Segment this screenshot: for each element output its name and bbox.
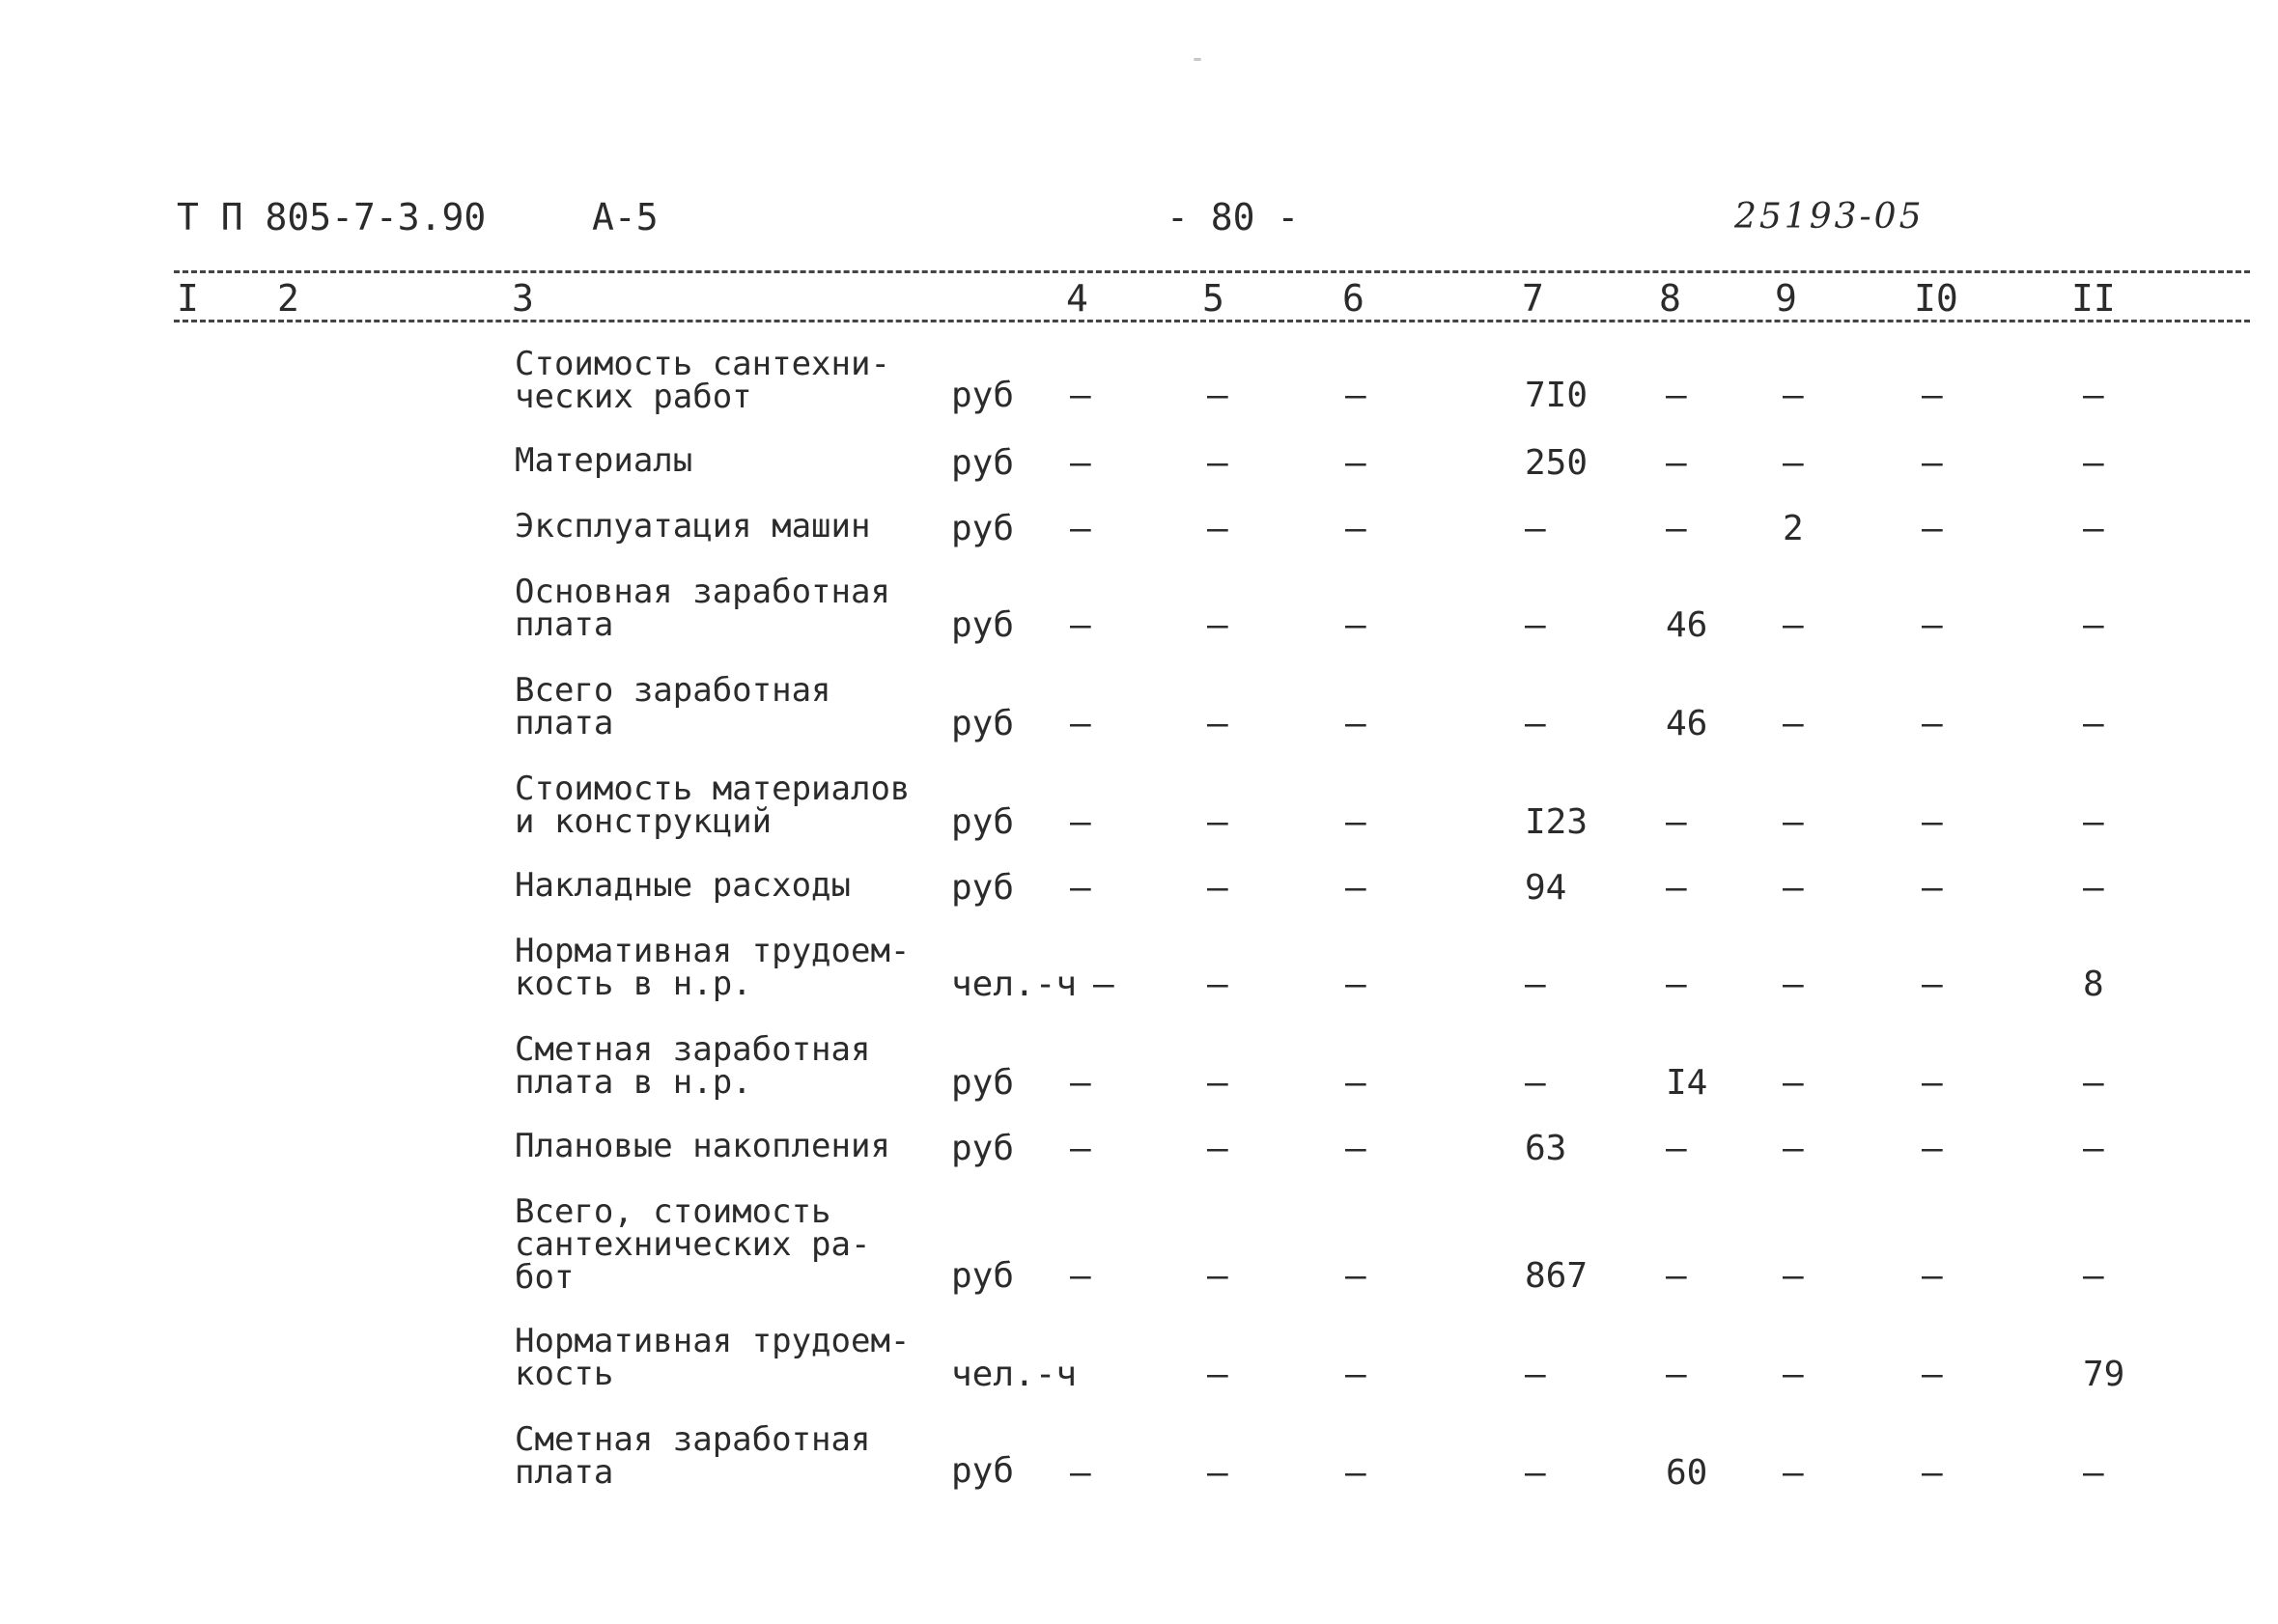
cell-col-4: –: [1070, 1063, 1091, 1103]
cell-col-11: –: [2083, 376, 2104, 415]
cell-col-9: –: [1783, 1355, 1804, 1394]
cell-col-7: –: [1525, 605, 1546, 645]
cell-col-4: –: [1070, 1256, 1091, 1296]
cell-col-5: –: [1207, 1129, 1228, 1168]
cell-col-11: –: [2083, 802, 2104, 842]
cell-col-5: –: [1207, 1355, 1228, 1394]
cell-col-5: –: [1207, 1453, 1228, 1493]
cell-col-10: –: [1922, 965, 1943, 1004]
row-unit: чел.-ч: [951, 965, 1078, 1004]
cell-col-11: –: [2083, 1063, 2104, 1103]
cell-col-5: –: [1207, 1063, 1228, 1103]
cell-col-7: 250: [1525, 443, 1589, 483]
cell-col-9: –: [1783, 802, 1804, 842]
cell-col-10: –: [1922, 704, 1943, 743]
cell-col-9: –: [1783, 704, 1804, 743]
column-number: 2: [277, 277, 299, 320]
cell-col-11: –: [2083, 704, 2104, 743]
cell-col-5: –: [1207, 509, 1228, 548]
cell-col-7: I23: [1525, 802, 1589, 842]
cell-col-7: –: [1525, 704, 1546, 743]
cell-col-5: –: [1207, 443, 1228, 483]
column-number: 7: [1522, 277, 1544, 320]
cell-col-9: –: [1783, 1129, 1804, 1168]
cell-col-4: –: [1070, 509, 1091, 548]
cell-col-8: I4: [1666, 1063, 1708, 1103]
cell-col-9: –: [1783, 376, 1804, 415]
cell-col-6: –: [1345, 802, 1366, 842]
cell-col-4: –: [1070, 868, 1091, 908]
cell-col-8: 46: [1666, 605, 1708, 645]
cell-col-8: –: [1666, 965, 1687, 1004]
row-label: Материалы: [515, 441, 693, 480]
cell-col-9: –: [1783, 443, 1804, 483]
cell-col-6: –: [1345, 1129, 1366, 1168]
row-unit: руб: [951, 509, 1015, 548]
cell-col-7: 867: [1525, 1256, 1589, 1296]
cell-col-4: –: [1070, 1453, 1091, 1493]
row-label: Стоимость материалов и конструкций: [515, 770, 911, 841]
header-dashed-rule-top: [174, 270, 2250, 273]
cell-col-5: –: [1207, 376, 1228, 415]
cell-col-9: –: [1783, 605, 1804, 645]
cell-col-11: –: [2083, 1256, 2104, 1296]
column-number: 5: [1202, 277, 1224, 320]
cell-col-6: –: [1345, 1355, 1366, 1394]
column-number: 9: [1775, 277, 1797, 320]
cell-col-10: –: [1922, 443, 1943, 483]
cell-col-11: –: [2083, 443, 2104, 483]
sheet-number: А-5: [592, 196, 659, 238]
row-label: Плановые накопления: [515, 1127, 890, 1165]
row-unit: руб: [951, 1063, 1015, 1103]
row-unit: чел.-ч: [951, 1355, 1078, 1394]
row-unit: руб: [951, 802, 1015, 842]
cell-col-7: –: [1525, 1355, 1546, 1394]
cell-col-11: –: [2083, 509, 2104, 548]
row-label: Всего, стоимость сантехнических ра- бот: [515, 1192, 871, 1297]
cell-col-6: –: [1345, 1256, 1366, 1296]
cell-col-9: –: [1783, 1256, 1804, 1296]
cell-col-4: –: [1070, 704, 1091, 743]
cell-col-9: 2: [1783, 509, 1804, 548]
row-unit: руб: [951, 704, 1015, 743]
cell-col-8: –: [1666, 868, 1687, 908]
cell-col-6: –: [1345, 868, 1366, 908]
cell-col-8: 46: [1666, 704, 1708, 743]
cell-col-7: 94: [1525, 868, 1567, 908]
cell-col-8: –: [1666, 1256, 1687, 1296]
cell-col-8: –: [1666, 802, 1687, 842]
cell-col-4: –: [1070, 376, 1091, 415]
cell-col-8: –: [1666, 376, 1687, 415]
cell-col-10: –: [1922, 509, 1943, 548]
cell-col-5: –: [1207, 868, 1228, 908]
cell-col-8: –: [1666, 443, 1687, 483]
cell-col-7: 63: [1525, 1129, 1567, 1168]
cell-col-10: –: [1922, 802, 1943, 842]
cell-col-11: 79: [2083, 1355, 2125, 1394]
cell-col-5: –: [1207, 605, 1228, 645]
cell-col-11: –: [2083, 1129, 2104, 1168]
cell-col-7: –: [1525, 1063, 1546, 1103]
cell-col-9: –: [1783, 1453, 1804, 1493]
cell-col-8: –: [1666, 509, 1687, 548]
cell-col-4: –: [1093, 965, 1114, 1004]
cell-col-10: –: [1922, 868, 1943, 908]
row-label: Нормативная трудоем- кость в н.р.: [515, 932, 911, 1003]
row-unit: руб: [951, 1256, 1015, 1296]
cell-col-7: 7I0: [1525, 376, 1589, 415]
page-number: - 80 -: [1167, 196, 1300, 238]
row-label: Основная заработная плата: [515, 573, 890, 644]
cell-col-4: –: [1070, 1129, 1091, 1168]
row-unit: руб: [951, 376, 1015, 415]
column-number: 4: [1066, 277, 1088, 320]
cell-col-9: –: [1783, 1063, 1804, 1103]
column-number: I0: [1914, 277, 1958, 320]
cell-col-10: –: [1922, 605, 1943, 645]
cell-col-11: 8: [2083, 965, 2104, 1004]
cell-col-11: –: [2083, 868, 2104, 908]
column-number: 8: [1659, 277, 1681, 320]
cell-col-4: –: [1070, 443, 1091, 483]
cell-col-5: –: [1207, 1256, 1228, 1296]
cell-col-5: –: [1207, 704, 1228, 743]
cell-col-6: –: [1345, 605, 1366, 645]
row-label: Сметная заработная плата в н.р.: [515, 1030, 871, 1102]
row-unit: руб: [951, 1129, 1015, 1168]
cell-col-6: –: [1345, 376, 1366, 415]
column-number: II: [2071, 277, 2116, 320]
row-label: Стоимость сантехни- ческих работ: [515, 345, 890, 416]
row-label: Эксплуатация машин: [515, 507, 871, 546]
cell-col-9: –: [1783, 868, 1804, 908]
row-unit: руб: [951, 605, 1015, 645]
cell-col-6: –: [1345, 1453, 1366, 1493]
cell-col-6: –: [1345, 443, 1366, 483]
cell-col-11: –: [2083, 1453, 2104, 1493]
column-number: 3: [512, 277, 534, 320]
column-number-row: [0, 276, 2278, 321]
cell-col-4: –: [1070, 802, 1091, 842]
cell-col-8: 60: [1666, 1453, 1708, 1493]
row-unit: руб: [951, 1451, 1015, 1491]
cell-col-6: –: [1345, 965, 1366, 1004]
cell-col-7: –: [1525, 509, 1546, 548]
cell-col-6: –: [1345, 509, 1366, 548]
cell-col-10: –: [1922, 1063, 1943, 1103]
cell-col-5: –: [1207, 802, 1228, 842]
cell-col-10: –: [1922, 1256, 1943, 1296]
cell-col-10: –: [1922, 1355, 1943, 1394]
cell-col-8: –: [1666, 1129, 1687, 1168]
cell-col-6: –: [1345, 1063, 1366, 1103]
scan-speck: [1194, 58, 1201, 61]
column-number: I: [177, 277, 199, 320]
row-label: Нормативная трудоем- кость: [515, 1322, 911, 1393]
row-label: Накладные расходы: [515, 866, 851, 905]
row-label: Сметная заработная плата: [515, 1420, 871, 1492]
row-label: Всего заработная плата: [515, 671, 831, 742]
header-dashed-rule-bottom: [174, 320, 2250, 322]
document-code: Т П 805-7-3.90: [177, 196, 487, 238]
cell-col-8: –: [1666, 1355, 1687, 1394]
row-unit: руб: [951, 443, 1015, 483]
cell-col-10: –: [1922, 376, 1943, 415]
cell-col-7: –: [1525, 965, 1546, 1004]
cell-col-7: –: [1525, 1453, 1546, 1493]
cell-col-10: –: [1922, 1129, 1943, 1168]
cell-col-4: –: [1070, 605, 1091, 645]
handwritten-stamp: 25193-05: [1734, 197, 1925, 237]
cell-col-5: –: [1207, 965, 1228, 1004]
column-number: 6: [1342, 277, 1364, 320]
cell-col-11: –: [2083, 605, 2104, 645]
row-unit: руб: [951, 868, 1015, 908]
cell-col-6: –: [1345, 704, 1366, 743]
cell-col-10: –: [1922, 1453, 1943, 1493]
cell-col-9: –: [1783, 965, 1804, 1004]
